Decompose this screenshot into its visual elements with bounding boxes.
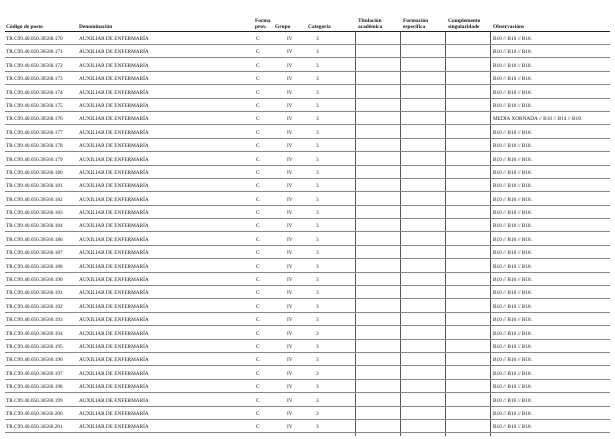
cell-codigo: TR.C99.40.050.36560.182: [6, 196, 63, 203]
cell-forma-prov: C: [256, 210, 260, 217]
cell-observacions: B10 // B16 // B18.: [493, 223, 532, 230]
table-row: [0, 261, 615, 274]
cell-codigo: TR.C99.40.050.36560.180: [6, 169, 63, 176]
cell-codigo: TR.C99.40.050.36560.176: [6, 116, 63, 123]
cell-denominacion: AUXILIAR DE ENFERMARÍA: [79, 397, 149, 404]
cell-observacions: B10 // B16 // B18.: [493, 156, 532, 163]
cell-categoria: 3: [316, 236, 319, 243]
cell-observacions: B10 // B16 // B18.: [493, 210, 532, 217]
cell-categoria: 3: [316, 183, 319, 190]
cell-forma-prov: C: [256, 370, 260, 377]
row-divider: [5, 379, 610, 380]
cell-denominacion: AUXILIAR DE ENFERMARÍA: [79, 290, 149, 297]
row-divider: [5, 111, 610, 112]
cell-denominacion: AUXILIAR DE ENFERMARÍA: [79, 357, 149, 364]
cell-categoria: 3: [316, 370, 319, 377]
cell-grupo: IV: [287, 129, 293, 136]
table-row: [0, 395, 615, 408]
cell-grupo: IV: [287, 277, 293, 284]
table-row: [0, 220, 615, 233]
row-divider: [5, 258, 610, 259]
cell-categoria: 3: [316, 89, 319, 96]
table-body: [0, 33, 615, 435]
cell-forma-prov: C: [256, 397, 260, 404]
cell-denominacion: AUXILIAR DE ENFERMARÍA: [79, 89, 149, 96]
table-row: [0, 274, 615, 287]
cell-observacions: B10 // B16 // B18.: [493, 263, 532, 270]
row-divider: [5, 57, 610, 58]
cell-grupo: IV: [287, 263, 293, 270]
table-row: [0, 234, 615, 247]
cell-denominacion: AUXILIAR DE ENFERMARÍA: [79, 76, 149, 83]
cell-observacions: B10 // B16 // B18.: [493, 303, 532, 310]
row-divider: [5, 419, 610, 420]
row-divider: [5, 151, 610, 152]
cell-forma-prov: C: [256, 317, 260, 324]
cell-denominacion: AUXILIAR DE ENFERMARÍA: [79, 370, 149, 377]
cell-denominacion: AUXILIAR DE ENFERMARÍA: [79, 343, 149, 350]
cell-observacions: MEDIA XORNADA // B10 // B14 // B18.: [493, 116, 583, 123]
cell-categoria: 3: [316, 343, 319, 350]
row-divider: [5, 272, 610, 273]
cell-forma-prov: C: [256, 303, 260, 310]
cell-grupo: IV: [287, 303, 293, 310]
cell-codigo: TR.C99.40.050.36560.191: [6, 290, 63, 297]
cell-denominacion: AUXILIAR DE ENFERMARÍA: [79, 169, 149, 176]
cell-observacions: B10 // B16 // B18.: [493, 49, 532, 56]
cell-forma-prov: C: [256, 143, 260, 150]
row-divider: [5, 124, 610, 125]
cell-codigo: TR.C99.40.050.36560.187: [6, 250, 63, 257]
row-divider: [5, 392, 610, 393]
cell-categoria: 3: [316, 277, 319, 284]
table-row: [0, 100, 615, 113]
cell-categoria: 3: [316, 330, 319, 337]
cell-forma-prov: C: [256, 384, 260, 391]
cell-forma-prov: C: [256, 410, 260, 417]
cell-codigo: TR.C99.40.050.36560.178: [6, 143, 63, 150]
cell-categoria: 3: [316, 62, 319, 69]
cell-categoria: 3: [316, 36, 319, 42]
header-forma-prov-line1: Forma: [255, 18, 271, 24]
cell-forma-prov: C: [256, 102, 260, 109]
cell-categoria: 3: [316, 196, 319, 203]
cell-forma-prov: C: [256, 277, 260, 284]
cell-codigo: TR.C99.40.050.36560.177: [6, 129, 63, 136]
cell-categoria: 3: [316, 317, 319, 324]
row-divider: [5, 165, 610, 166]
cell-grupo: IV: [287, 330, 293, 337]
cell-forma-prov: C: [256, 357, 260, 364]
header-complemento-line1: Complemento: [448, 18, 481, 24]
header-formacion-line1: Formación: [403, 18, 429, 24]
row-divider: [5, 71, 610, 72]
table-row: [0, 167, 615, 180]
cell-codigo: TR.C99.40.050.36560.197: [6, 370, 63, 377]
cell-categoria: 3: [316, 384, 319, 391]
cell-forma-prov: C: [256, 196, 260, 203]
cell-denominacion: AUXILIAR DE ENFERMARÍA: [79, 143, 149, 150]
table-row: [0, 368, 615, 381]
cell-codigo: TR.C99.40.050.36560.196: [6, 357, 63, 364]
cell-denominacion: AUXILIAR DE ENFERMARÍA: [79, 303, 149, 310]
cell-forma-prov: C: [256, 263, 260, 270]
row-divider: [5, 138, 610, 139]
cell-denominacion: AUXILIAR DE ENFERMARÍA: [79, 183, 149, 190]
cell-categoria: 3: [316, 303, 319, 310]
cell-observacions: B10 // B16 // B18.: [493, 102, 532, 109]
cell-categoria: 3: [316, 76, 319, 83]
table-row: [0, 33, 615, 46]
table-row: [0, 60, 615, 73]
cell-grupo: IV: [287, 424, 293, 431]
row-divider: [5, 44, 610, 45]
cell-grupo: IV: [287, 250, 293, 257]
row-divider: [5, 98, 610, 99]
cell-grupo: IV: [287, 210, 293, 217]
cell-categoria: 3: [316, 116, 319, 123]
cell-observacions: B10 // B16 // B18.: [493, 250, 532, 257]
table-row: [0, 207, 615, 220]
cell-denominacion: AUXILIAR DE ENFERMARÍA: [79, 263, 149, 270]
cell-grupo: IV: [287, 397, 293, 404]
cell-observacions: B10 // B16 // B18.: [493, 62, 532, 69]
cell-forma-prov: C: [256, 223, 260, 230]
cell-grupo: IV: [287, 357, 293, 364]
cell-codigo: TR.C99.40.050.36560.171: [6, 49, 63, 56]
cell-codigo: TR.C99.40.050.36560.199: [6, 397, 63, 404]
cell-forma-prov: C: [256, 343, 260, 350]
table-row: [0, 140, 615, 153]
cell-grupo: IV: [287, 76, 293, 83]
table-row: [0, 247, 615, 260]
cell-denominacion: AUXILIAR DE ENFERMARÍA: [79, 236, 149, 243]
cell-observacions: B10 // B16 // B18.: [493, 89, 532, 96]
cell-codigo: TR.C99.40.050.36560.198: [6, 384, 63, 391]
header-complemento-line2: singularidade: [448, 24, 480, 30]
cell-categoria: 3: [316, 102, 319, 109]
cell-grupo: IV: [287, 236, 293, 243]
cell-forma-prov: C: [256, 49, 260, 56]
cell-codigo: TR.C99.40.050.36560.194: [6, 330, 63, 337]
cell-categoria: 3: [316, 263, 319, 270]
table-row: [0, 87, 615, 100]
table-row: [0, 194, 615, 207]
cell-grupo: IV: [287, 290, 293, 297]
cell-codigo: TR.C99.40.050.36560.183: [6, 210, 63, 217]
cell-observacions: B10 // B16 // B18.: [493, 36, 532, 42]
header-forma-prov-line2: prov.: [255, 24, 267, 30]
cell-grupo: IV: [287, 89, 293, 96]
cell-grupo: IV: [287, 196, 293, 203]
cell-denominacion: AUXILIAR DE ENFERMARÍA: [79, 102, 149, 109]
cell-codigo: TR.C99.40.050.36560.195: [6, 343, 63, 350]
header-grupo: Grupo: [275, 24, 291, 30]
cell-categoria: 3: [316, 357, 319, 364]
cell-codigo: TR.C99.40.050.36560.173: [6, 76, 63, 83]
cell-observacions: B10 // B16 // B18.: [493, 129, 532, 136]
cell-forma-prov: C: [256, 290, 260, 297]
cell-observacions: B10 // B16 // B18.: [493, 343, 532, 350]
header-titulacion-line2: académica: [358, 24, 383, 30]
cell-categoria: 3: [316, 49, 319, 56]
cell-denominacion: AUXILIAR DE ENFERMARÍA: [79, 330, 149, 337]
header-codigo: Código de posto: [6, 24, 43, 30]
table-row: [0, 341, 615, 354]
header-categoria: Categoría: [308, 24, 331, 30]
table-row: [0, 154, 615, 167]
cell-forma-prov: C: [256, 116, 260, 123]
cell-codigo: TR.C99.40.050.36560.190: [6, 277, 63, 284]
cell-denominacion: AUXILIAR DE ENFERMARÍA: [79, 156, 149, 163]
cell-forma-prov: C: [256, 250, 260, 257]
cell-observacions: B10 // B16 // B18.: [493, 143, 532, 150]
cell-forma-prov: C: [256, 169, 260, 176]
cell-codigo: TR.C99.40.050.36560.170: [6, 36, 63, 42]
row-divider: [5, 365, 610, 366]
table-row: [0, 381, 615, 394]
row-divider: [5, 84, 610, 85]
cell-grupo: IV: [287, 36, 293, 42]
cell-denominacion: AUXILIAR DE ENFERMARÍA: [79, 116, 149, 123]
cell-observacions: B10 // B16 // B18.: [493, 277, 532, 284]
cell-codigo: TR.C99.40.050.36560.201: [6, 424, 63, 431]
row-divider: [5, 245, 610, 246]
cell-grupo: IV: [287, 143, 293, 150]
table-row: [0, 301, 615, 314]
cell-categoria: 3: [316, 156, 319, 163]
header-rule: [5, 31, 610, 32]
cell-grupo: IV: [287, 410, 293, 417]
cell-grupo: IV: [287, 370, 293, 377]
cell-codigo: TR.C99.40.050.36560.172: [6, 62, 63, 69]
cell-observacions: B10 // B16 // B18.: [493, 424, 532, 431]
cell-codigo: TR.C99.40.050.36560.179: [6, 156, 63, 163]
cell-grupo: IV: [287, 62, 293, 69]
cell-forma-prov: C: [256, 156, 260, 163]
cell-codigo: TR.C99.40.050.36560.188: [6, 263, 63, 270]
cell-categoria: 3: [316, 143, 319, 150]
cell-forma-prov: C: [256, 236, 260, 243]
cell-forma-prov: C: [256, 89, 260, 96]
cell-grupo: IV: [287, 343, 293, 350]
row-divider: [5, 191, 610, 192]
cell-denominacion: AUXILIAR DE ENFERMARÍA: [79, 317, 149, 324]
table-row: [0, 354, 615, 367]
header-observacions: Observacións: [493, 24, 525, 30]
row-divider: [5, 406, 610, 407]
row-divider: [5, 325, 610, 326]
cell-grupo: IV: [287, 156, 293, 163]
cell-codigo: TR.C99.40.050.36560.192: [6, 303, 63, 310]
row-divider: [5, 432, 610, 433]
cell-categoria: 3: [316, 397, 319, 404]
cell-codigo: TR.C99.40.050.36560.184: [6, 223, 63, 230]
cell-observacions: B10 // B16 // B18.: [493, 196, 532, 203]
row-divider: [5, 231, 610, 232]
cell-forma-prov: C: [256, 424, 260, 431]
cell-denominacion: AUXILIAR DE ENFERMARÍA: [79, 49, 149, 56]
cell-forma-prov: C: [256, 62, 260, 69]
cell-codigo: TR.C99.40.050.36560.200: [6, 410, 63, 417]
cell-grupo: IV: [287, 116, 293, 123]
cell-denominacion: AUXILIAR DE ENFERMARÍA: [79, 384, 149, 391]
header-formacion-line2: específica: [403, 24, 426, 30]
cell-codigo: TR.C99.40.050.36560.193: [6, 317, 63, 324]
cell-codigo: TR.C99.40.050.36560.175: [6, 102, 63, 109]
cell-denominacion: AUXILIAR DE ENFERMARÍA: [79, 196, 149, 203]
cell-forma-prov: C: [256, 330, 260, 337]
table-row: [0, 113, 615, 126]
cell-forma-prov: C: [256, 76, 260, 83]
cell-categoria: 3: [316, 210, 319, 217]
cell-observacions: B10 // B16 // B18.: [493, 384, 532, 391]
cell-grupo: IV: [287, 183, 293, 190]
table-row: [0, 180, 615, 193]
cell-observacions: B10 // B16 // B18.: [493, 410, 532, 417]
cell-categoria: 3: [316, 169, 319, 176]
cell-categoria: 3: [316, 223, 319, 230]
cell-grupo: IV: [287, 384, 293, 391]
cell-grupo: IV: [287, 102, 293, 109]
header-denominacion: Denominación: [79, 24, 113, 30]
cell-categoria: 3: [316, 424, 319, 431]
header-titulacion-line1: Titulación: [358, 18, 382, 24]
cell-observacions: B10 // B16 // B18.: [493, 330, 532, 337]
row-divider: [5, 205, 610, 206]
cell-observacions: B10 // B16 // B18.: [493, 397, 532, 404]
table-row: [0, 287, 615, 300]
cell-observacions: B10 // B16 // B18.: [493, 290, 532, 297]
table-row: [0, 127, 615, 140]
cell-forma-prov: C: [256, 36, 260, 42]
cell-grupo: IV: [287, 223, 293, 230]
table-row: [0, 328, 615, 341]
cell-grupo: IV: [287, 317, 293, 324]
cell-denominacion: AUXILIAR DE ENFERMARÍA: [79, 410, 149, 417]
cell-observacions: B10 // B16 // B18.: [493, 370, 532, 377]
cell-categoria: 3: [316, 129, 319, 136]
cell-denominacion: AUXILIAR DE ENFERMARÍA: [79, 424, 149, 431]
row-divider: [5, 178, 610, 179]
cell-codigo: TR.C99.40.050.36560.186: [6, 236, 63, 243]
cell-codigo: TR.C99.40.050.36560.181: [6, 183, 63, 190]
cell-denominacion: AUXILIAR DE ENFERMARÍA: [79, 62, 149, 69]
row-divider: [5, 352, 610, 353]
cell-denominacion: AUXILIAR DE ENFERMARÍA: [79, 36, 149, 42]
cell-forma-prov: C: [256, 183, 260, 190]
row-divider: [5, 298, 610, 299]
cell-denominacion: AUXILIAR DE ENFERMARÍA: [79, 210, 149, 217]
cell-observacions: B10 // B16 // B18.: [493, 76, 532, 83]
cell-observacions: B10 // B16 // B18.: [493, 357, 532, 364]
cell-denominacion: AUXILIAR DE ENFERMARÍA: [79, 223, 149, 230]
cell-grupo: IV: [287, 169, 293, 176]
cell-observacions: B10 // B16 // B18.: [493, 183, 532, 190]
table-row: [0, 46, 615, 59]
cell-categoria: 3: [316, 290, 319, 297]
cell-denominacion: AUXILIAR DE ENFERMARÍA: [79, 277, 149, 284]
cell-observacions: B10 // B16 // B18.: [493, 236, 532, 243]
table-row: [0, 408, 615, 421]
cell-codigo: TR.C99.40.050.36560.174: [6, 89, 63, 96]
cell-denominacion: AUXILIAR DE ENFERMARÍA: [79, 250, 149, 257]
table-row: [0, 421, 615, 434]
row-divider: [5, 339, 610, 340]
cell-observacions: B10 // B16 // B18.: [493, 317, 532, 324]
cell-observacions: B10 // B16 // B18.: [493, 169, 532, 176]
table-row: [0, 73, 615, 86]
cell-forma-prov: C: [256, 129, 260, 136]
cell-grupo: IV: [287, 49, 293, 56]
cell-categoria: 3: [316, 410, 319, 417]
row-divider: [5, 218, 610, 219]
cell-denominacion: AUXILIAR DE ENFERMARÍA: [79, 129, 149, 136]
cell-categoria: 3: [316, 250, 319, 257]
table-header: [0, 10, 615, 30]
row-divider: [5, 285, 610, 286]
table-row: [0, 314, 615, 327]
row-divider: [5, 312, 610, 313]
